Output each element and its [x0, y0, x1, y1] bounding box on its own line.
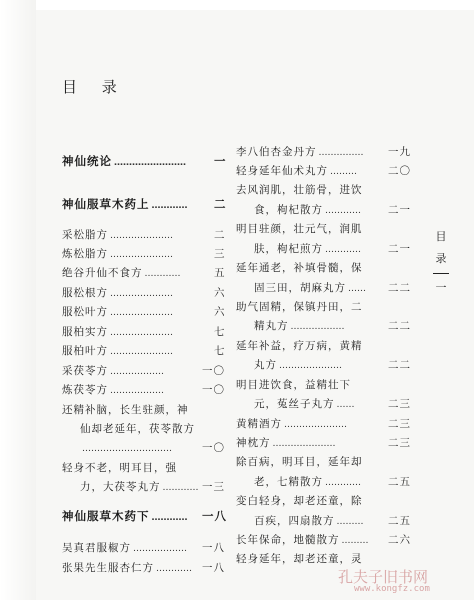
- toc-entry-text: 黄精酒方: [236, 418, 282, 430]
- toc-entry-page: 二三: [388, 418, 411, 430]
- toc-entry-text: 服松根方: [62, 287, 108, 299]
- toc-entry[interactable]: [62, 229, 226, 242]
- toc-entry[interactable]: [254, 320, 411, 333]
- toc-entry-page: 二〇: [388, 165, 411, 177]
- watermark-url: www.kongfz.com: [354, 584, 430, 594]
- toc-entry-text: 神枕方: [236, 437, 271, 449]
- toc-entry-text: 元，菟丝子丸方: [254, 398, 335, 410]
- toc-entry[interactable]: [254, 282, 411, 295]
- toc-entry[interactable]: [236, 437, 411, 450]
- toc-entry[interactable]: [62, 345, 226, 358]
- toc-entry-text: 明目驻颜，壮元气，润肌: [236, 223, 363, 235]
- toc-entry-page: 一九: [388, 146, 411, 158]
- toc-entry-text: 轻身延年，却老还童，灵: [236, 553, 363, 565]
- toc-entry[interactable]: [236, 146, 411, 159]
- toc-entry[interactable]: [254, 476, 411, 489]
- leader-dots: …………………: [110, 289, 173, 299]
- book-spine-shadow: [0, 0, 36, 600]
- page-title: 目 录: [62, 78, 127, 96]
- toc-entry-text: 采松脂方: [62, 229, 108, 241]
- toc-entry[interactable]: [62, 287, 226, 300]
- leader-dots: …………………: [110, 347, 173, 357]
- side-tab-label-mid: 录: [435, 252, 447, 265]
- leader-dots: ………………: [290, 322, 345, 332]
- toc-entry[interactable]: [62, 404, 189, 416]
- toc-entry-page: 一〇: [202, 384, 225, 396]
- leader-dots: …………: [151, 201, 188, 211]
- side-tab-rule: [433, 273, 449, 274]
- leader-dots: ………………: [110, 367, 164, 377]
- toc-entry[interactable]: [62, 197, 227, 212]
- leader-dots: ………: [336, 517, 364, 527]
- toc-entry-page: 三: [214, 248, 226, 260]
- toc-entry-text: 炼松脂方: [62, 248, 108, 260]
- toc-entry[interactable]: [254, 515, 411, 528]
- toc-entry-text: 张果先生服杏仁方: [62, 562, 154, 574]
- toc-entry-page: 七: [214, 326, 226, 338]
- side-chapter-tab: [430, 226, 452, 299]
- toc-entry-text: 轻身延年仙术丸方: [236, 165, 328, 177]
- toc-entry-text: 李八伯杏金丹方: [236, 146, 317, 158]
- toc-entry-text: 固三田，胡麻丸方: [254, 282, 346, 294]
- leader-dots: ………………: [133, 544, 187, 554]
- toc-entry[interactable]: [236, 223, 363, 235]
- toc-entry[interactable]: [80, 423, 195, 435]
- toc-entry-text: 食，枸杞散方: [254, 204, 323, 216]
- toc-entry-page: 二一: [388, 243, 411, 255]
- toc-entry[interactable]: [236, 534, 411, 547]
- side-tab-label-top: 目: [435, 230, 447, 243]
- toc-entry[interactable]: [254, 398, 411, 411]
- toc-entry[interactable]: [254, 204, 411, 217]
- toc-entry[interactable]: [236, 184, 363, 196]
- leader-dots: …………………: [279, 361, 342, 371]
- toc-entry-text: 精丸方: [254, 320, 289, 332]
- toc-entry-text: 助气固精，保镇丹田，二: [236, 301, 363, 313]
- leader-dots: …………………: [110, 308, 173, 318]
- toc-entry-text: 神仙服草木药上: [62, 197, 150, 211]
- toc-entry[interactable]: [236, 262, 363, 274]
- toc-entry-text: 吴真君服椒方: [62, 542, 131, 554]
- toc-entry-page: 二二: [388, 282, 411, 294]
- toc-entry[interactable]: [236, 553, 363, 565]
- leader-dots: …………: [151, 513, 188, 523]
- toc-entry-page: 一八: [202, 509, 227, 523]
- toc-entry[interactable]: [236, 340, 363, 352]
- toc-entry-page: 二三: [388, 398, 411, 410]
- toc-entry[interactable]: [236, 456, 363, 468]
- leader-dots: …………………: [110, 250, 173, 260]
- toc-entry-text: 轻身不老，明耳目，强: [62, 462, 177, 474]
- toc-entry-text: 还精补脑，长生驻颜，神: [62, 404, 189, 416]
- toc-entry-page: 一三: [202, 481, 225, 493]
- toc-entry-text: 神仙服草木药下: [62, 509, 150, 523]
- toc-entry-page: 二六: [388, 534, 411, 546]
- leader-dots: …………: [325, 206, 361, 216]
- toc-entry-page: 二五: [388, 515, 411, 527]
- toc-entry-page: 一: [214, 154, 227, 168]
- toc-entry[interactable]: [236, 418, 411, 431]
- toc-entry-text: 延年通老，补填骨髓，保: [236, 262, 363, 274]
- leader-dots: …………: [325, 245, 361, 255]
- toc-entry[interactable]: [254, 243, 411, 256]
- leader-dots: …………: [325, 478, 361, 488]
- toc-entry-page: 二: [214, 197, 227, 211]
- toc-entry[interactable]: [62, 562, 225, 575]
- leader-dots: …………: [162, 483, 199, 493]
- toc-entry-text: 变白轻身，却老还童，除: [236, 495, 363, 507]
- toc-entry-text: 老，七精散方: [254, 476, 323, 488]
- toc-entry-text: 炼茯苓方: [62, 384, 108, 396]
- toc-entry[interactable]: [80, 481, 225, 494]
- toc-entry-text: 长年保命，地髓散方: [236, 534, 340, 546]
- toc-entry-page: 五: [214, 267, 226, 279]
- leader-dots: …………: [156, 564, 192, 574]
- toc-entry-text: 采茯苓方: [62, 365, 108, 377]
- toc-entry-text: 力，大茯苓丸方: [80, 481, 161, 493]
- toc-entry[interactable]: [236, 495, 363, 507]
- toc-entry-text: 仙却老延年，茯苓散方: [80, 423, 195, 435]
- leader-dots: ………: [330, 167, 357, 177]
- toc-entry-page: 一八: [202, 542, 225, 554]
- toc-entry[interactable]: [62, 509, 227, 524]
- leader-dots: …………………: [110, 231, 173, 241]
- leader-dots: ……………………: [114, 158, 186, 168]
- toc-entry-text: 明目进饮食，益精壮下: [236, 379, 351, 391]
- toc-entry-page: 二: [214, 229, 226, 241]
- toc-entry[interactable]: [62, 267, 226, 280]
- toc-entry-page: 一〇: [202, 442, 225, 454]
- watermark-text: 孔夫子旧书网: [338, 568, 429, 586]
- toc-entry-text: 去风润肌，壮筋骨，进饮: [236, 184, 363, 196]
- leader-dots: …………………: [272, 439, 336, 449]
- toc-entry-text: 百疾，四扇散方: [254, 515, 335, 527]
- toc-entry-text: 服柏叶方: [62, 345, 108, 357]
- toc-entry[interactable]: [80, 442, 225, 455]
- toc-entry-text: 肤，枸杞煎方: [254, 243, 323, 255]
- side-tab-page-number: 一: [435, 281, 447, 294]
- toc-entry-page: 二一: [388, 204, 411, 216]
- toc-entry[interactable]: [62, 462, 177, 474]
- toc-entry-text: 延年补益，疗万病，黄精: [236, 340, 363, 352]
- leader-dots: ………………: [110, 386, 164, 396]
- toc-entry-page: 一八: [202, 562, 225, 574]
- toc-entry-page: 七: [214, 345, 226, 357]
- toc-entry-page: 一〇: [202, 365, 225, 377]
- toc-entry-page: 二三: [388, 437, 411, 449]
- toc-entry-text: 除百病，明耳目，延年却: [236, 456, 363, 468]
- leader-dots: ……………: [318, 148, 364, 158]
- toc-entry[interactable]: [62, 384, 225, 397]
- toc-entry[interactable]: [62, 248, 226, 261]
- toc-entry-text: 神仙统论: [62, 154, 112, 168]
- toc-entry[interactable]: [62, 326, 226, 339]
- toc-entry-text: 服柏实方: [62, 326, 108, 338]
- toc-entry[interactable]: [236, 301, 363, 313]
- toc-entry[interactable]: [62, 154, 227, 169]
- toc-entry-page: 二五: [388, 476, 411, 488]
- toc-entry[interactable]: [236, 379, 351, 391]
- toc-entry-text: 丸方: [254, 359, 277, 371]
- toc-entry-page: 六: [214, 287, 226, 299]
- toc-entry[interactable]: [62, 542, 225, 555]
- toc-entry-page: 二二: [388, 359, 411, 371]
- leader-dots: …………………: [284, 420, 347, 430]
- leader-dots: …………: [144, 269, 181, 279]
- toc-entry[interactable]: [254, 359, 411, 372]
- leader-dots: …………………………: [82, 444, 172, 454]
- toc-entry-text: 绝谷升仙不食方: [62, 267, 143, 279]
- leader-dots: …………………: [110, 328, 173, 338]
- toc-entry-text: 服松叶方: [62, 306, 108, 318]
- toc-entry-page: 二二: [388, 320, 411, 332]
- leader-dots: ……: [348, 284, 366, 294]
- toc-entry[interactable]: [62, 365, 225, 378]
- toc-entry-page: 六: [214, 306, 226, 318]
- leader-dots: ………: [341, 536, 369, 546]
- leader-dots: ……: [336, 400, 355, 410]
- toc-entry[interactable]: [236, 165, 411, 178]
- toc-entry[interactable]: [62, 306, 226, 319]
